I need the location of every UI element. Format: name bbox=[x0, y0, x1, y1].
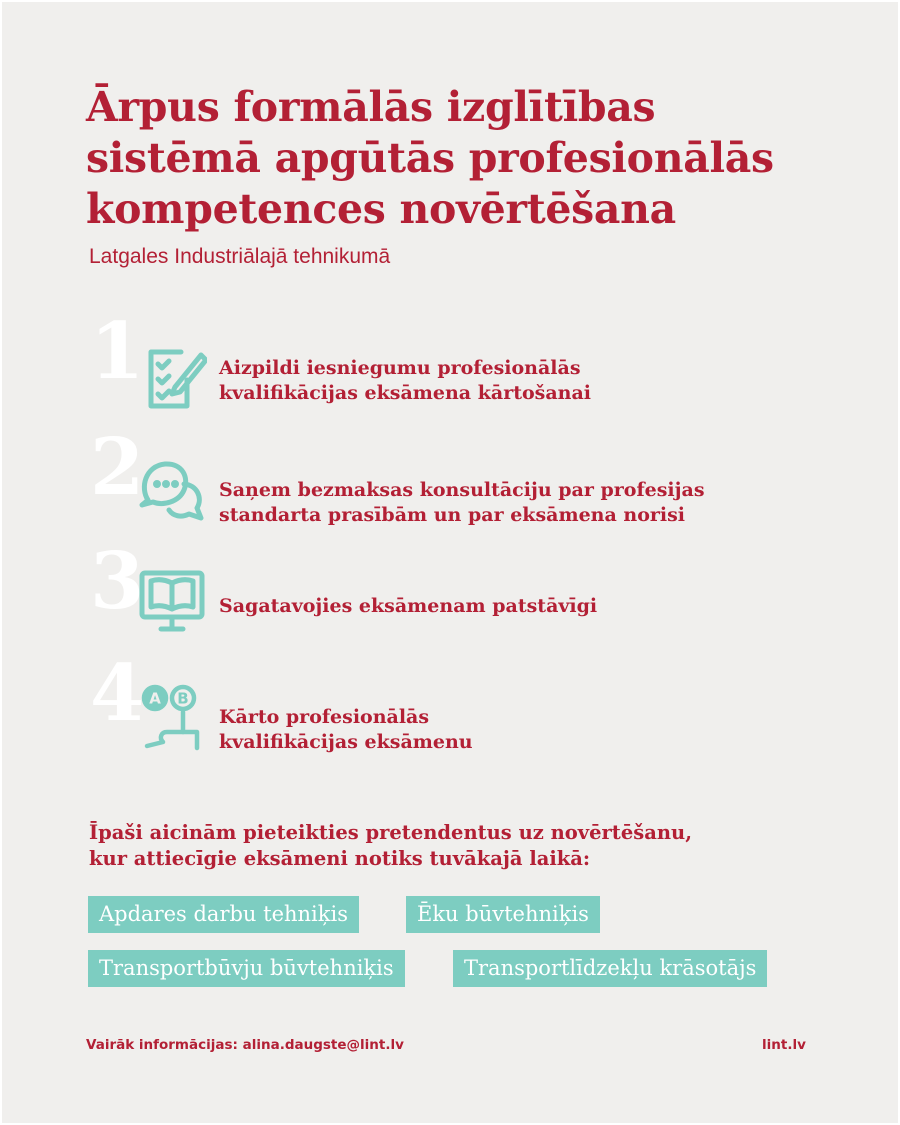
step-text-line-1: Kārto profesionālās bbox=[219, 706, 430, 728]
invitation-line-2: kur attiecīgie eksāmeni notiks tuvākajā laikā: bbox=[89, 847, 591, 870]
step-text-line-1: Saņem bezmaksas konsultāciju par profesijas bbox=[219, 479, 705, 501]
step-text bbox=[219, 478, 819, 528]
svg-text:B: B bbox=[177, 689, 189, 708]
chat-bubbles-icon bbox=[137, 456, 207, 526]
title-line-3: kompetences novērtēšana bbox=[86, 185, 676, 233]
step-text bbox=[219, 356, 819, 406]
step-text bbox=[219, 705, 819, 755]
step-number: 3 bbox=[90, 536, 145, 627]
profession-tag: Ēku būvtehniķis bbox=[406, 896, 600, 933]
title-line-2: sistēmā apgūtās profesionālās bbox=[86, 134, 774, 182]
step-text-line-2: kvalifikācijas eksāmenu bbox=[219, 731, 473, 753]
svg-text:A: A bbox=[149, 689, 161, 708]
step-text-line-2: kvalifikācijas eksāmena kārtošanai bbox=[219, 382, 592, 404]
website-link[interactable]: lint.lv bbox=[762, 1037, 806, 1053]
step-number: 4 bbox=[90, 648, 145, 739]
title-line-1: Ārpus formālās izglītības bbox=[86, 83, 656, 131]
invitation-text bbox=[89, 820, 849, 872]
checklist-pencil-icon bbox=[137, 342, 207, 412]
profession-tag: Apdares darbu tehniķis bbox=[88, 896, 359, 933]
profession-tag: Transportbūvju būvtehniķis bbox=[88, 950, 405, 987]
invitation-line-1: Īpaši aicinām pieteikties pretendentus uz novērtēšanu, bbox=[89, 821, 692, 844]
step-number: 1 bbox=[90, 306, 145, 397]
step-text-line-1: Sagatavojies eksāmenam patstāvīgi bbox=[219, 595, 598, 617]
contact-info: Vairāk informācijas: alina.daugste@lint.lv bbox=[86, 1037, 404, 1053]
profession-tag: Transportlīdzekļu krāsotājs bbox=[453, 950, 767, 987]
page-title bbox=[86, 82, 866, 235]
step-number: 2 bbox=[90, 422, 145, 513]
ab-choice-hand-icon bbox=[137, 684, 207, 754]
poster bbox=[2, 2, 898, 1123]
subtitle: Latgales Industriālajā tehnikumā bbox=[89, 245, 391, 268]
step-text bbox=[219, 594, 819, 619]
step-text-line-2: standarta prasībām un par eksāmena norisi bbox=[219, 504, 686, 526]
step-text-line-1: Aizpildi iesniegumu profesionālās bbox=[219, 357, 581, 379]
book-monitor-icon bbox=[137, 567, 207, 637]
